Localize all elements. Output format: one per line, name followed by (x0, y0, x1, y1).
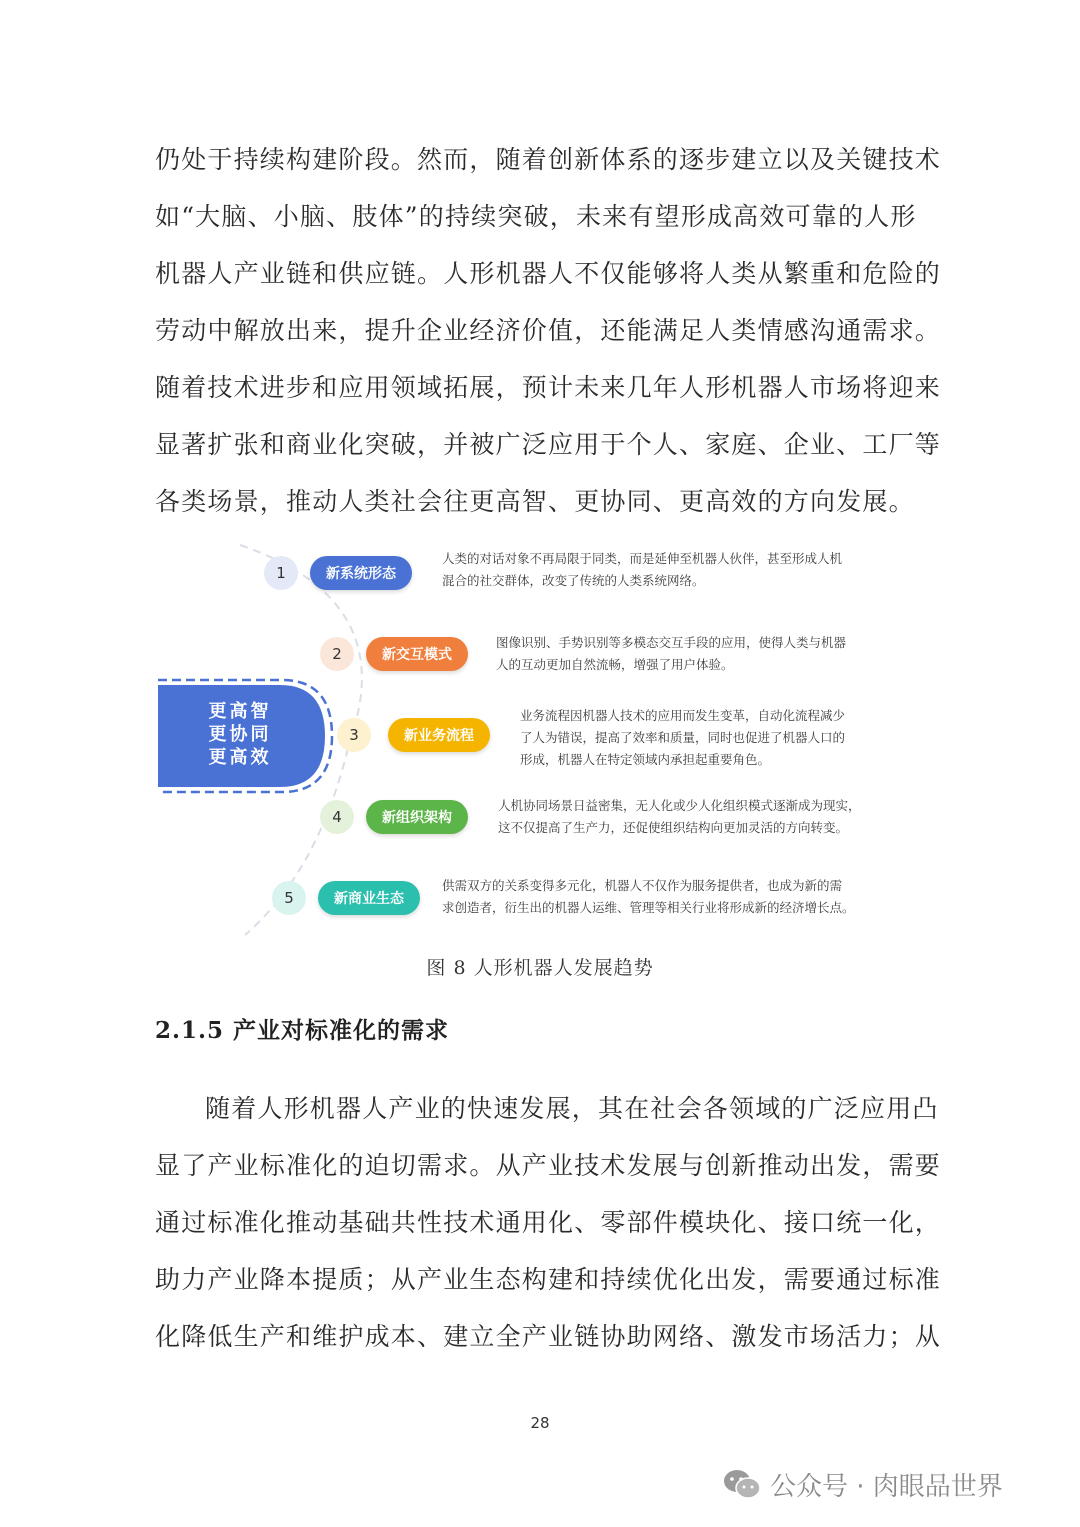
trend-description-1: 人类的对话对象不再局限于同类，而是延伸至机器人伙伴，甚至形成人机 混合的社交群体，改变了传统的人类系统网络。 (442, 551, 843, 588)
paragraph-line: 显著扩张和商业化突破，并被广泛应用于个人、家庭、企业、工厂等 (155, 430, 942, 459)
paragraph-line: 助力产业降本提质；从产业生态构建和持续优化出发，需要通过标准 (155, 1265, 942, 1294)
trend-figure (150, 540, 930, 940)
trend-description-5: 供需双方的关系变得多元化，机器人不仅作为服务提供者，也成为新的需 求创造者，衍生出的机器人运维、管理等相关行业将形成新的经济增长点。 (442, 878, 855, 915)
trend-label-5: 新商业生态 (318, 881, 420, 915)
paragraph-line: 随着技术进步和应用领域拓展，预计未来几年人形机器人市场将迎来 (155, 373, 942, 402)
paragraph-line: 机器人产业链和供应链。人形机器人不仅能够将人类从繁重和危险的 (155, 259, 942, 288)
paragraph-line: 各类场景，推动人类社会往更高智、更协同、更高效的方向发展。 (155, 487, 915, 516)
center-label: 更高智 更协同 更高效 (208, 701, 272, 768)
paragraph-line: 劳动中解放出来，提升企业经济价值，还能满足人类情感沟通需求。 (155, 316, 942, 345)
paragraph-line: 仍处于持续构建阶段。然而，随着创新体系的逐步建立以及关键技术 (155, 145, 942, 174)
paragraph-line: 随着人形机器人产业的快速发展，其在社会各领域的广泛应用凸 (205, 1094, 939, 1123)
trend-label-2: 新交互模式 (366, 637, 468, 671)
section-heading: 2.1.5 产业对标准化的需求 (155, 1017, 450, 1044)
watermark (722, 1462, 1003, 1506)
trend-label-3: 新业务流程 (388, 718, 490, 752)
paragraph-line: 如“大脑、小脑、肢体”的持续突破，未来有望形成高效可靠的人形 (155, 202, 917, 231)
figure-caption: 图 8 人形机器人发展趋势 (426, 957, 654, 979)
body-paragraph-2 (155, 1080, 942, 1365)
step-number-4: 4 (320, 800, 354, 834)
trend-label-4: 新组织架构 (366, 800, 468, 834)
trend-label-1: 新系统形态 (310, 556, 412, 590)
paragraph-line: 显了产业标准化的迫切需求。从产业技术发展与创新推动出发，需要 (155, 1151, 942, 1180)
step-number-2: 2 (320, 637, 354, 671)
step-number-1: 1 (264, 556, 298, 590)
watermark-text: 公众号 · 肉眼品世界 (770, 1471, 1003, 1502)
step-number-5: 5 (272, 881, 306, 915)
trend-description-2: 图像识别、手势识别等多模态交互手段的应用，使得人类与机器 人的互动更加自然流畅，增强了用户体验。 (496, 635, 847, 672)
body-paragraph-1 (155, 131, 942, 530)
paragraph-line: 通过标准化推动基础共性技术通用化、零部件模块化、接口统一化， (155, 1208, 942, 1237)
step-number-3: 3 (337, 718, 371, 752)
wechat-icon (722, 1468, 762, 1500)
paragraph-line: 化降低生产和维护成本、建立全产业链协助网络、激发市场活力；从 (155, 1322, 942, 1351)
page-number: 28 (530, 1414, 550, 1432)
trend-description-3: 业务流程因机器人技术的应用而发生变革，自动化流程减少 了人为错误，提高了效率和质量，同时也促进了机器人口的 形成，机器人在特定领域内承担起重要角色。 (520, 708, 846, 767)
trend-description-4: 人机协同场景日益密集，无人化或少人化组织模式逐渐成为现实， 这不仅提高了生产力，还促使组织结构向更加灵活的方向转变。 (498, 798, 861, 835)
